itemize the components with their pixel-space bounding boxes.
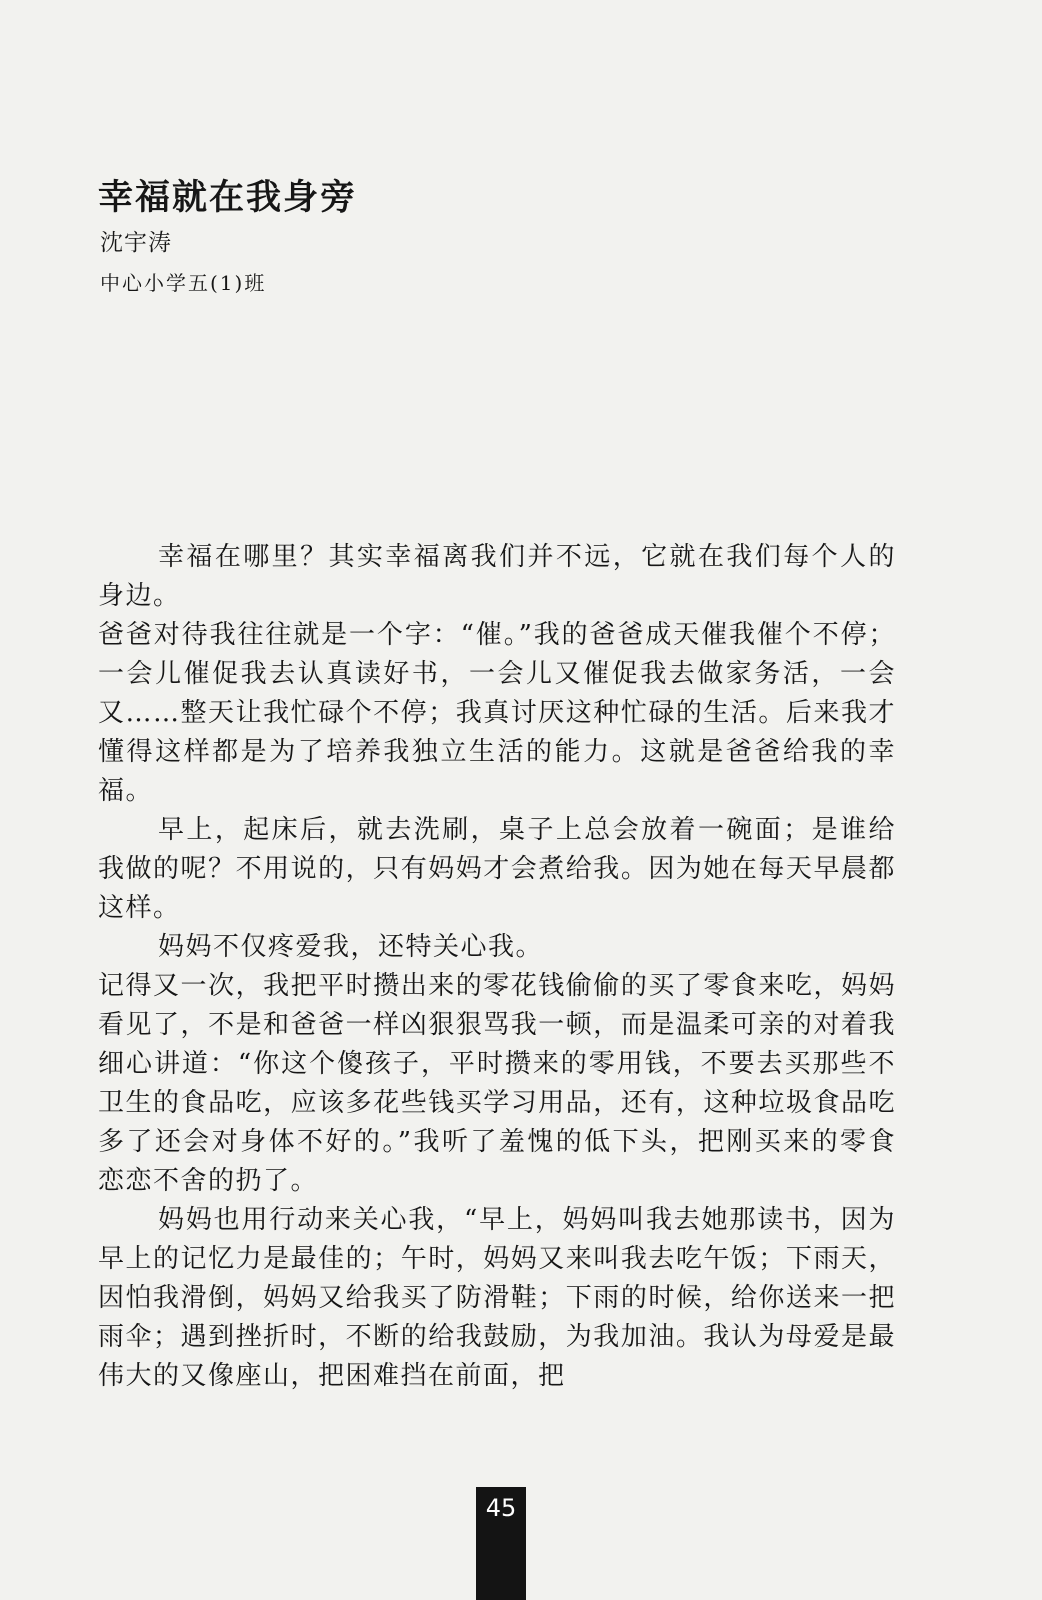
paragraph: 幸福在哪里？其实幸福离我们并不远，它就在我们每个人的身边。 [98,542,896,611]
paragraph: 妈妈不仅疼爱我，还特关心我。 [158,932,544,962]
paragraph: 早上，起床后，就去洗刷，桌子上总会放着一碗面；是谁给我做的呢？不用说的，只有妈妈才会煮给我。因为她在每天早晨都这样。 [98,815,896,923]
page-number-tab [476,1487,526,1600]
author-name: 沈宇涛 [100,230,172,256]
page-number: 45 [485,1494,517,1522]
article-body [98,538,896,1396]
article-title: 幸福就在我身旁 [98,178,358,218]
paragraph: 记得又一次，我把平时攒出来的零花钱偷偷的买了零食来吃，妈妈看见了，不是和爸爸一样凶狠狠骂我一顿，而是温柔可亲的对着我细心讲道：“你这个傻孩子，平时攒来的零用钱，不要去买那些不卫生的食品吃，应该多花些钱买学习用品，还有，这种垃圾食品吃多了还会对身体不好的。”我听了羞愧的低下头，把刚买来的零食恋恋不舍的扔了。 [98,971,896,1196]
paragraph: 妈妈也用行动来关心我，“早上，妈妈叫我去她那读书，因为早上的记忆力是最佳的；午时，妈妈又来叫我去吃午饭；下雨天，因怕我滑倒，妈妈又给我买了防滑鞋；下雨的时候，给你送来一把雨伞；遇到挫折时，不断的给我鼓励，为我加油。我认为母爱是最伟大的又像座山，把困难挡在前面，把 [98,1205,896,1391]
author-school: 中心小学五(1)班 [100,271,267,295]
paragraph: 爸爸对待我往往就是一个字：“催。”我的爸爸成天催我催个不停；一会儿催促我去认真读好书，一会儿又催促我去做家务活，一会又……整天让我忙碌个不停；我真讨厌这种忙碌的生活。后来我才懂得这样都是为了培养我独立生活的能力。这就是爸爸给我的幸福。 [98,620,896,806]
